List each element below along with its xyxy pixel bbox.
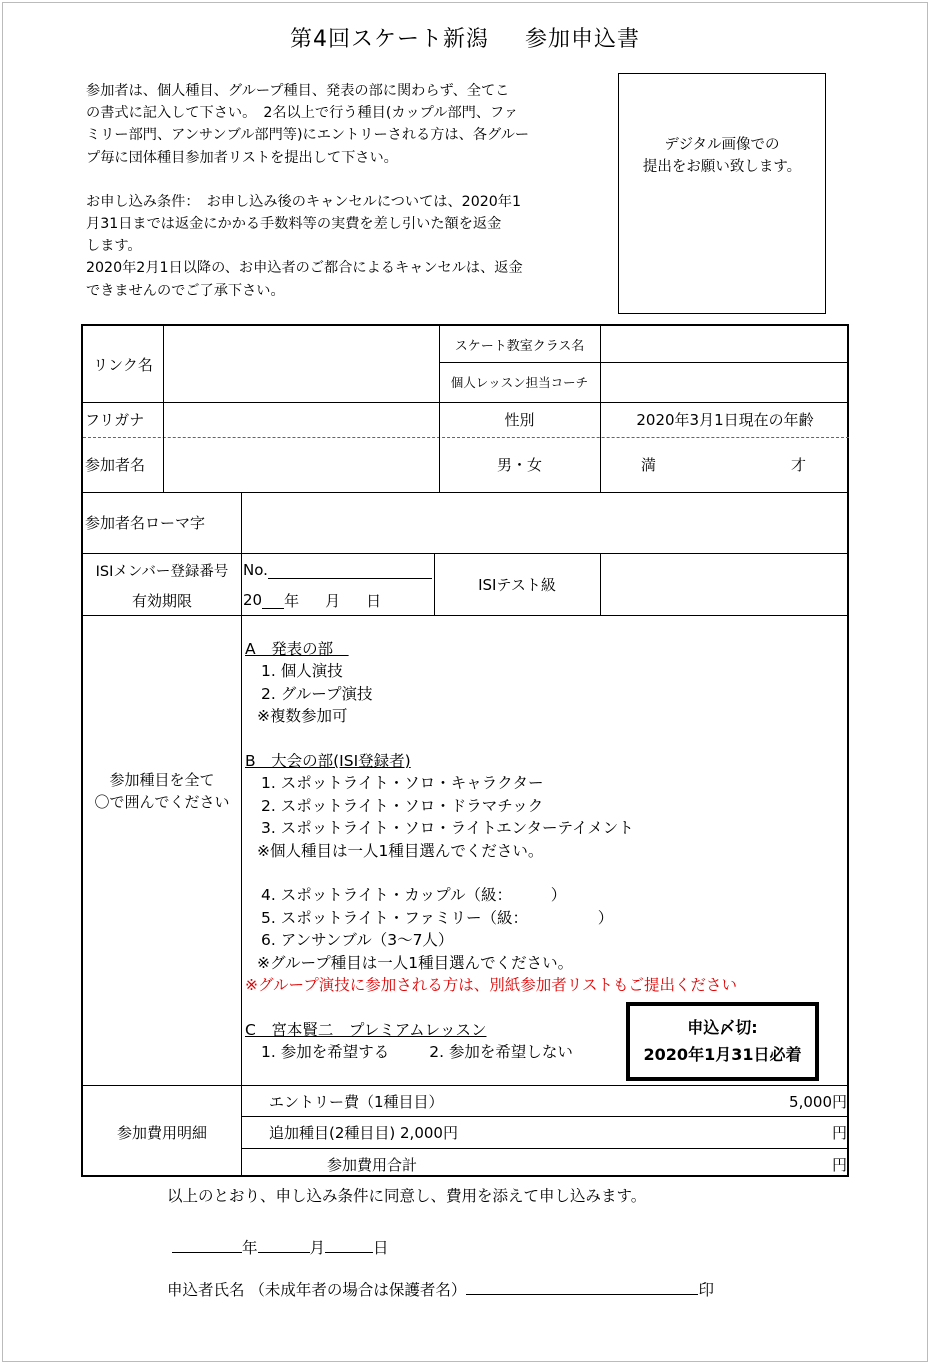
title-main: 第4回スケート新潟 [289, 27, 489, 52]
lesson-option-no[interactable]: 2. 参加を希望しない [429, 1043, 573, 1062]
condition-line: 月31日までは返金にかかる手数料等の実費を差し引いた額を返金 [86, 216, 502, 233]
date-day: 日 [373, 1239, 389, 1257]
date-line[interactable] [172, 1236, 389, 1258]
col-divider [241, 492, 242, 1177]
coach-field[interactable] [601, 362, 849, 402]
events-label-line: 〇で囲んでください [94, 793, 230, 811]
event-note: ※個人種目は一人1種目選んでください。 [257, 841, 544, 860]
total-fee-label: 参加費用合計 [327, 1155, 418, 1174]
section-c-heading: C 宮本賢二 プレミアムレッスン [245, 1020, 487, 1039]
photo-box[interactable] [618, 73, 826, 314]
agreement-text: 以上のとおり、申し込み条件に同意し、費用を添えて申し込みます。 [167, 1187, 647, 1205]
expiry-field[interactable] [243, 588, 433, 612]
section-a-heading: A 発表の部 [245, 640, 349, 658]
coach-label: 個人レッスン担当コーチ [450, 375, 589, 390]
seal-mark: 印 [698, 1281, 714, 1299]
furigana-label: フリガナ [85, 411, 145, 429]
condition-line: できませんのでご了承下さい。 [86, 282, 285, 299]
entry-fee-label: エントリー費（1種目目） [269, 1092, 444, 1111]
rink-label: リンク名 [93, 355, 153, 374]
event-option[interactable]: 2. スポットライト・ソロ・ドラマチック [261, 796, 544, 815]
participant-name-field[interactable] [164, 437, 439, 492]
photo-box-text: デジタル画像での [664, 137, 780, 153]
intro-line: 参加者は、個人種目、グループ種目、発表の部に関わらず、全てこ [86, 83, 510, 99]
date-month: 月 [309, 1239, 326, 1257]
applicant-line[interactable] [167, 1278, 714, 1300]
expiry-year: 年 [284, 591, 300, 610]
applicant-blank [466, 1279, 698, 1295]
event-option[interactable]: 2. グループ演技 [261, 684, 373, 703]
intro-line: ミリー部門、アンサンブル部門等)にエントリーされる方は、各グルー [86, 127, 530, 144]
skate-class-label: スケート教室クラス名 [454, 338, 585, 354]
age-field[interactable] [601, 437, 849, 492]
lesson-option-yes[interactable]: 1. 参加を希望する [261, 1043, 390, 1062]
row-divider [83, 615, 849, 616]
event-option[interactable]: 5. スポットライト・ファミリー（級： ） [261, 908, 614, 927]
isi-test-label: ISIテスト級 [478, 575, 556, 594]
events-label [83, 766, 241, 816]
page-title [0, 22, 930, 53]
event-option[interactable]: 4. スポットライト・カップル（級： ） [261, 886, 567, 905]
age-suffix: 才 [791, 456, 807, 474]
deadline-title: 申込〆切: [687, 1018, 758, 1037]
condition-line: お申し込み条件： お申し込み後のキャンセルについては、2020年1 [86, 193, 522, 210]
deadline-box [626, 1002, 819, 1081]
isi-number-field[interactable] [243, 558, 433, 582]
expiry-day: 日 [366, 591, 382, 610]
age-prefix: 満 [641, 456, 657, 474]
entry-fee-amount: 5,000円 [789, 1092, 847, 1111]
expiry-year-blank [262, 591, 284, 609]
expiry-prefix: 20 [243, 591, 263, 609]
deadline-date: 2020年1月31日必着 [643, 1045, 802, 1064]
applicant-label: 申込者氏名 （未成年者の場合は保護者名） [167, 1281, 467, 1299]
extra-fee-unit[interactable]: 円 [831, 1124, 847, 1142]
expiry-month: 月 [325, 591, 341, 610]
age-label: 2020年3月1日現在の年齢 [636, 411, 814, 429]
isi-number-label: ISIメンバー登録番号 [95, 563, 229, 580]
intro-line: プ毎に団体種目参加者リストを提出して下さい。 [86, 149, 398, 166]
isi-test-field[interactable] [601, 553, 849, 615]
participant-name-label: 参加者名 [85, 456, 146, 474]
event-option[interactable]: 6. アンサンブル（3～7人） [261, 931, 454, 950]
condition-line: 2020年2月1日以降の、お申込者のご都合によるキャンセルは、返金 [86, 260, 523, 277]
event-note: ※複数参加可 [257, 707, 348, 726]
gender-value[interactable]: 男・女 [496, 456, 542, 474]
expiry-label: 有効期限 [131, 591, 192, 610]
application-form [81, 324, 849, 1177]
event-option[interactable]: 1. 個人演技 [261, 662, 343, 681]
furigana-field[interactable] [164, 402, 439, 437]
condition-line: します。 [86, 238, 142, 255]
intro-line: の書式に記入して下さい。 2名以上で行う種目(カップル部門、ファ [86, 105, 519, 122]
title-sub: 参加申込書 [524, 27, 640, 52]
month-blank [258, 1237, 310, 1253]
roman-name-label: 参加者名ローマ字 [85, 514, 206, 532]
extra-fee-label: 追加種目(2種目目) 2,000円 [269, 1124, 458, 1142]
isi-number-blank [268, 561, 432, 579]
fee-label: 参加費用明細 [116, 1124, 207, 1142]
gender-label: 性別 [504, 411, 535, 429]
event-note: ※グループ種目は一人1種目選んでください。 [257, 953, 574, 972]
events-list [245, 638, 825, 1064]
total-fee-unit[interactable]: 円 [831, 1155, 847, 1174]
rink-field[interactable] [164, 326, 439, 402]
group-list-notice: ※グループ演技に参加される方は、別紙参加者リストもご提出ください [245, 976, 737, 995]
day-blank [325, 1237, 373, 1253]
no-prefix: No. [243, 561, 268, 579]
event-option[interactable]: 3. スポットライト・ソロ・ライトエンターテイメント [261, 819, 634, 838]
section-b-heading: B 大会の部(ISI登録者) [245, 752, 411, 771]
photo-box-text: 提出をお願い致します。 [642, 159, 802, 175]
date-year: 年 [242, 1239, 258, 1257]
roman-name-field[interactable] [242, 492, 849, 553]
year-blank [172, 1237, 242, 1253]
skate-class-field[interactable] [601, 326, 849, 362]
intro-text [86, 80, 606, 302]
event-option[interactable]: 1. スポットライト・ソロ・キャラクター [261, 774, 544, 793]
events-label-line: 参加種目を全て [109, 771, 215, 789]
